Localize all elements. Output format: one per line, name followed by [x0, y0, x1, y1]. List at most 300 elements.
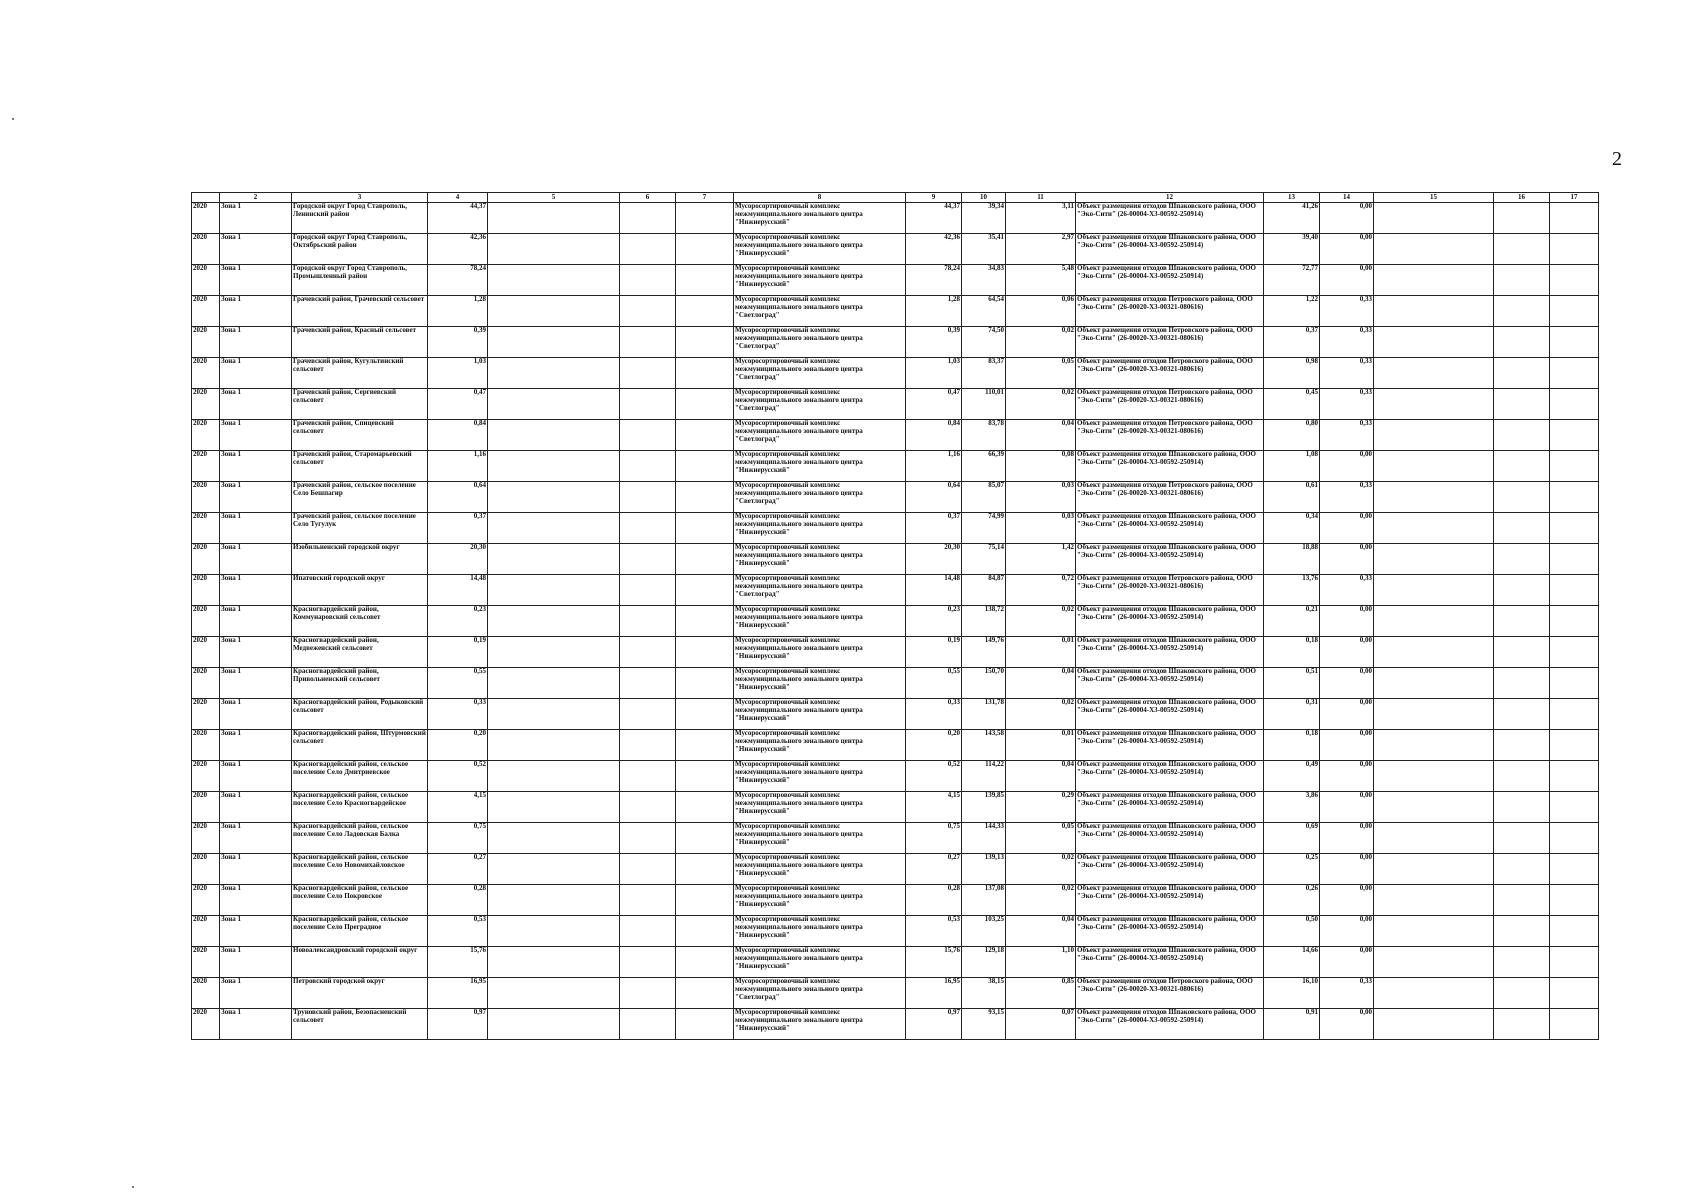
empty-cell: [488, 296, 620, 327]
disposal-site-cell: Объект размещения отходов Петровского района, ООО "Эко-Сити" (26-00020-Х3-00321-080616): [1076, 420, 1264, 451]
table-row: [192, 296, 1599, 327]
distance-cell: 93,15: [962, 1009, 1006, 1040]
recovered-volume-cell: 0,03: [1006, 513, 1076, 544]
empty-cell: [488, 575, 620, 606]
sorted-volume-cell: 0,47: [906, 389, 962, 420]
empty-cell: [1550, 730, 1599, 761]
empty-cell: [620, 854, 676, 885]
table-row: [192, 978, 1599, 1009]
empty-cell: [1494, 420, 1550, 451]
empty-cell: [620, 606, 676, 637]
coefficient-cell: 0,33: [1320, 978, 1374, 1009]
sorted-volume-cell: 0,37: [906, 513, 962, 544]
column-header: 13: [1264, 193, 1320, 203]
column-header: 3: [292, 193, 428, 203]
zone-cell: Зона 1: [220, 203, 292, 234]
empty-cell: [1550, 420, 1599, 451]
disposal-site-cell: Объект размещения отходов Шпаковского района, ООО "Эко-Сити" (26-00004-Х3-00592-250914): [1076, 544, 1264, 575]
sorting-facility-cell: Мусоросортировочный комплекс межмуниципального зонального центра "Нижнерусский": [734, 1009, 906, 1040]
empty-cell: [1374, 792, 1494, 823]
empty-cell: [676, 668, 734, 699]
empty-cell: [1494, 854, 1550, 885]
sorting-facility-cell: Мусоросортировочный комплекс межмуниципального зонального центра "Светлоград": [734, 420, 906, 451]
disposal-site-cell: Объект размещения отходов Петровского района, ООО "Эко-Сити" (26-00020-Х3-00321-080616): [1076, 482, 1264, 513]
coefficient-cell: 0,00: [1320, 699, 1374, 730]
recovered-volume-cell: 0,01: [1006, 637, 1076, 668]
year-cell: 2020: [192, 606, 220, 637]
table-row: [192, 389, 1599, 420]
sorted-volume-cell: 44,37: [906, 203, 962, 234]
empty-cell: [488, 606, 620, 637]
year-cell: 2020: [192, 482, 220, 513]
table-row: [192, 234, 1599, 265]
disposal-site-cell: Объект размещения отходов Шпаковского района, ООО "Эко-Сити" (26-00004-Х3-00592-250914): [1076, 947, 1264, 978]
empty-cell: [1550, 854, 1599, 885]
empty-cell: [676, 1009, 734, 1040]
empty-cell: [1374, 916, 1494, 947]
recovered-volume-cell: 0,04: [1006, 420, 1076, 451]
waste-volume-cell: 14,48: [428, 575, 488, 606]
empty-cell: [1374, 234, 1494, 265]
coefficient-cell: 0,33: [1320, 296, 1374, 327]
waste-volume-cell: 0,55: [428, 668, 488, 699]
empty-cell: [1494, 327, 1550, 358]
empty-cell: [488, 947, 620, 978]
distance-cell: 149,76: [962, 637, 1006, 668]
municipality-cell: Красногвардейский район, Медвеженский сельсовет: [292, 637, 428, 668]
empty-cell: [488, 482, 620, 513]
table-row: [192, 637, 1599, 668]
disposal-site-cell: Объект размещения отходов Шпаковского района, ООО "Эко-Сити" (26-00004-Х3-00592-250914): [1076, 916, 1264, 947]
distance-cell: 139,13: [962, 854, 1006, 885]
sorting-facility-cell: Мусоросортировочный комплекс межмуниципального зонального центра "Нижнерусский": [734, 451, 906, 482]
disposal-site-cell: Объект размещения отходов Шпаковского района, ООО "Эко-Сити" (26-00004-Х3-00592-250914): [1076, 854, 1264, 885]
year-cell: 2020: [192, 947, 220, 978]
sorting-facility-cell: Мусоросортировочный комплекс межмуниципального зонального центра "Светлоград": [734, 327, 906, 358]
empty-cell: [488, 203, 620, 234]
empty-cell: [1550, 327, 1599, 358]
empty-cell: [620, 978, 676, 1009]
municipality-cell: Красногвардейский район, сельское поселение Село Покровское: [292, 885, 428, 916]
empty-cell: [620, 792, 676, 823]
empty-cell: [1550, 544, 1599, 575]
recovered-volume-cell: 1,42: [1006, 544, 1076, 575]
scan-speck: [12, 118, 14, 120]
disposed-volume-cell: 0,25: [1264, 854, 1320, 885]
waste-volume-cell: 0,97: [428, 1009, 488, 1040]
sorting-facility-cell: Мусоросортировочный комплекс межмуниципального зонального центра "Нижнерусский": [734, 792, 906, 823]
disposal-site-cell: Объект размещения отходов Петровского района, ООО "Эко-Сити" (26-00020-Х3-00321-080616): [1076, 327, 1264, 358]
empty-cell: [1494, 668, 1550, 699]
waste-flow-table: [191, 192, 1599, 1040]
waste-volume-cell: 20,30: [428, 544, 488, 575]
zone-cell: Зона 1: [220, 327, 292, 358]
recovered-volume-cell: 0,05: [1006, 358, 1076, 389]
sorted-volume-cell: 0,52: [906, 761, 962, 792]
empty-cell: [1374, 606, 1494, 637]
sorted-volume-cell: 0,19: [906, 637, 962, 668]
municipality-cell: Грачевский район, сельское поселение Село Тугулук: [292, 513, 428, 544]
empty-cell: [1374, 265, 1494, 296]
municipality-cell: Красногвардейский район, сельское поселение Село Красногвардейское: [292, 792, 428, 823]
waste-volume-cell: 0,28: [428, 885, 488, 916]
empty-cell: [1494, 513, 1550, 544]
empty-cell: [1374, 203, 1494, 234]
recovered-volume-cell: 0,03: [1006, 482, 1076, 513]
disposed-volume-cell: 41,26: [1264, 203, 1320, 234]
municipality-cell: Красногвардейский район, сельское поселение Село Преградное: [292, 916, 428, 947]
zone-cell: Зона 1: [220, 916, 292, 947]
waste-volume-cell: 0,19: [428, 637, 488, 668]
sorting-facility-cell: Мусоросортировочный комплекс межмуниципального зонального центра "Нижнерусский": [734, 823, 906, 854]
waste-volume-cell: 0,20: [428, 730, 488, 761]
empty-cell: [488, 730, 620, 761]
distance-cell: 110,01: [962, 389, 1006, 420]
year-cell: 2020: [192, 668, 220, 699]
disposed-volume-cell: 0,49: [1264, 761, 1320, 792]
empty-cell: [1550, 234, 1599, 265]
table-body: [192, 203, 1599, 1040]
disposed-volume-cell: 0,18: [1264, 730, 1320, 761]
empty-cell: [1494, 916, 1550, 947]
empty-cell: [620, 885, 676, 916]
sorting-facility-cell: Мусоросортировочный комплекс межмуниципального зонального центра "Нижнерусский": [734, 234, 906, 265]
empty-cell: [1494, 947, 1550, 978]
empty-cell: [1550, 358, 1599, 389]
distance-cell: 131,78: [962, 699, 1006, 730]
sorted-volume-cell: 1,16: [906, 451, 962, 482]
distance-cell: 74,99: [962, 513, 1006, 544]
coefficient-cell: 0,00: [1320, 823, 1374, 854]
disposal-site-cell: Объект размещения отходов Шпаковского района, ООО "Эко-Сити" (26-00004-Х3-00592-250914): [1076, 699, 1264, 730]
empty-cell: [1494, 482, 1550, 513]
year-cell: 2020: [192, 978, 220, 1009]
sorting-facility-cell: Мусоросортировочный комплекс межмуниципального зонального центра "Светлоград": [734, 978, 906, 1009]
recovered-volume-cell: 0,02: [1006, 327, 1076, 358]
empty-cell: [1374, 1009, 1494, 1040]
municipality-cell: Грачевский район, Грачевский сельсовет: [292, 296, 428, 327]
empty-cell: [1374, 699, 1494, 730]
disposal-site-cell: Объект размещения отходов Петровского района, ООО "Эко-Сити" (26-00020-Х3-00321-080616): [1076, 296, 1264, 327]
empty-cell: [620, 575, 676, 606]
sorted-volume-cell: 20,30: [906, 544, 962, 575]
empty-cell: [1550, 637, 1599, 668]
empty-cell: [488, 978, 620, 1009]
table-row: [192, 575, 1599, 606]
year-cell: 2020: [192, 544, 220, 575]
sorted-volume-cell: 0,97: [906, 1009, 962, 1040]
empty-cell: [1374, 420, 1494, 451]
disposal-site-cell: Объект размещения отходов Шпаковского района, ООО "Эко-Сити" (26-00004-Х3-00592-250914): [1076, 668, 1264, 699]
empty-cell: [1550, 606, 1599, 637]
column-header: 14: [1320, 193, 1374, 203]
table-row: [192, 761, 1599, 792]
table-row: [192, 513, 1599, 544]
sorting-facility-cell: Мусоросортировочный комплекс межмуниципального зонального центра "Нижнерусский": [734, 513, 906, 544]
recovered-volume-cell: 1,10: [1006, 947, 1076, 978]
sorted-volume-cell: 4,15: [906, 792, 962, 823]
empty-cell: [488, 1009, 620, 1040]
empty-cell: [1494, 203, 1550, 234]
table-row: [192, 916, 1599, 947]
empty-cell: [1494, 575, 1550, 606]
empty-cell: [1494, 265, 1550, 296]
empty-cell: [620, 916, 676, 947]
empty-cell: [1494, 606, 1550, 637]
disposed-volume-cell: 0,34: [1264, 513, 1320, 544]
sorting-facility-cell: Мусоросортировочный комплекс межмуниципального зонального центра "Нижнерусский": [734, 947, 906, 978]
empty-cell: [488, 854, 620, 885]
disposal-site-cell: Объект размещения отходов Петровского района, ООО "Эко-Сити" (26-00020-Х3-00321-080616): [1076, 978, 1264, 1009]
empty-cell: [488, 513, 620, 544]
recovered-volume-cell: 0,02: [1006, 699, 1076, 730]
column-header: 6: [620, 193, 676, 203]
year-cell: 2020: [192, 203, 220, 234]
empty-cell: [1550, 947, 1599, 978]
empty-cell: [1550, 916, 1599, 947]
year-cell: 2020: [192, 265, 220, 296]
recovered-volume-cell: 0,29: [1006, 792, 1076, 823]
zone-cell: Зона 1: [220, 575, 292, 606]
column-header: 11: [1006, 193, 1076, 203]
empty-cell: [1374, 637, 1494, 668]
column-header: 12: [1076, 193, 1264, 203]
disposal-site-cell: Объект размещения отходов Шпаковского района, ООО "Эко-Сити" (26-00004-Х3-00592-250914): [1076, 1009, 1264, 1040]
zone-cell: Зона 1: [220, 668, 292, 699]
year-cell: 2020: [192, 1009, 220, 1040]
coefficient-cell: 0,33: [1320, 358, 1374, 389]
empty-cell: [620, 296, 676, 327]
empty-cell: [488, 823, 620, 854]
empty-cell: [676, 854, 734, 885]
municipality-cell: Красногвардейский район, Коммунаровский сельсовет: [292, 606, 428, 637]
zone-cell: Зона 1: [220, 885, 292, 916]
sorting-facility-cell: Мусоросортировочный комплекс межмуниципального зонального центра "Нижнерусский": [734, 854, 906, 885]
empty-cell: [488, 916, 620, 947]
year-cell: 2020: [192, 854, 220, 885]
empty-cell: [488, 234, 620, 265]
distance-cell: 85,07: [962, 482, 1006, 513]
distance-cell: 74,50: [962, 327, 1006, 358]
zone-cell: Зона 1: [220, 358, 292, 389]
distance-cell: 35,41: [962, 234, 1006, 265]
distance-cell: 143,58: [962, 730, 1006, 761]
sorting-facility-cell: Мусоросортировочный комплекс межмуниципального зонального центра "Нижнерусский": [734, 544, 906, 575]
disposed-volume-cell: 1,22: [1264, 296, 1320, 327]
distance-cell: 139,85: [962, 792, 1006, 823]
municipality-cell: Петровский городской округ: [292, 978, 428, 1009]
sorted-volume-cell: 14,48: [906, 575, 962, 606]
empty-cell: [676, 792, 734, 823]
disposed-volume-cell: 39,40: [1264, 234, 1320, 265]
sorted-volume-cell: 0,28: [906, 885, 962, 916]
recovered-volume-cell: 0,02: [1006, 885, 1076, 916]
empty-cell: [1494, 792, 1550, 823]
sorting-facility-cell: Мусоросортировочный комплекс межмуниципального зонального центра "Нижнерусский": [734, 885, 906, 916]
empty-cell: [1374, 947, 1494, 978]
empty-cell: [676, 451, 734, 482]
disposal-site-cell: Объект размещения отходов Шпаковского района, ООО "Эко-Сити" (26-00004-Х3-00592-250914): [1076, 513, 1264, 544]
disposed-volume-cell: 0,80: [1264, 420, 1320, 451]
waste-volume-cell: 42,36: [428, 234, 488, 265]
recovered-volume-cell: 0,02: [1006, 854, 1076, 885]
coefficient-cell: 0,00: [1320, 637, 1374, 668]
sorting-facility-cell: Мусоросортировочный комплекс межмуниципального зонального центра "Светлоград": [734, 482, 906, 513]
recovered-volume-cell: 5,48: [1006, 265, 1076, 296]
empty-cell: [620, 1009, 676, 1040]
empty-cell: [620, 668, 676, 699]
municipality-cell: Грачевский район, Спицевский сельсовет: [292, 420, 428, 451]
distance-cell: 103,25: [962, 916, 1006, 947]
sorting-facility-cell: Мусоросортировочный комплекс межмуниципального зонального центра "Светлоград": [734, 296, 906, 327]
recovered-volume-cell: 0,04: [1006, 916, 1076, 947]
sorted-volume-cell: 42,36: [906, 234, 962, 265]
empty-cell: [676, 513, 734, 544]
coefficient-cell: 0,33: [1320, 327, 1374, 358]
disposal-site-cell: Объект размещения отходов Шпаковского района, ООО "Эко-Сити" (26-00004-Х3-00592-250914): [1076, 730, 1264, 761]
table-row: [192, 699, 1599, 730]
distance-cell: 137,08: [962, 885, 1006, 916]
coefficient-cell: 0,00: [1320, 544, 1374, 575]
disposal-site-cell: Объект размещения отходов Шпаковского района, ООО "Эко-Сити" (26-00004-Х3-00592-250914): [1076, 606, 1264, 637]
disposed-volume-cell: 0,45: [1264, 389, 1320, 420]
page-number: 2: [1612, 148, 1622, 170]
sorting-facility-cell: Мусоросортировочный комплекс межмуниципального зонального центра "Нижнерусский": [734, 916, 906, 947]
column-header: 5: [488, 193, 620, 203]
empty-cell: [488, 699, 620, 730]
sorting-facility-cell: Мусоросортировочный комплекс межмуниципального зонального центра "Светлоград": [734, 389, 906, 420]
disposed-volume-cell: 0,31: [1264, 699, 1320, 730]
empty-cell: [676, 420, 734, 451]
sorted-volume-cell: 78,24: [906, 265, 962, 296]
empty-cell: [620, 451, 676, 482]
sorted-volume-cell: 0,53: [906, 916, 962, 947]
empty-cell: [488, 327, 620, 358]
sorting-facility-cell: Мусоросортировочный комплекс межмуниципального зонального центра "Нижнерусский": [734, 265, 906, 296]
empty-cell: [620, 358, 676, 389]
year-cell: 2020: [192, 761, 220, 792]
sorted-volume-cell: 0,75: [906, 823, 962, 854]
coefficient-cell: 0,00: [1320, 451, 1374, 482]
empty-cell: [1550, 792, 1599, 823]
empty-cell: [1494, 358, 1550, 389]
table-row: [192, 730, 1599, 761]
distance-cell: 39,34: [962, 203, 1006, 234]
sorting-facility-cell: Мусоросортировочный комплекс межмуниципального зонального центра "Светлоград": [734, 358, 906, 389]
empty-cell: [1374, 513, 1494, 544]
sorting-facility-cell: Мусоросортировочный комплекс межмуниципального зонального центра "Нижнерусский": [734, 637, 906, 668]
coefficient-cell: 0,00: [1320, 854, 1374, 885]
disposed-volume-cell: 16,10: [1264, 978, 1320, 1009]
disposal-site-cell: Объект размещения отходов Шпаковского района, ООО "Эко-Сити" (26-00004-Х3-00592-250914): [1076, 451, 1264, 482]
empty-cell: [676, 823, 734, 854]
disposed-volume-cell: 13,76: [1264, 575, 1320, 606]
disposed-volume-cell: 0,98: [1264, 358, 1320, 389]
empty-cell: [620, 637, 676, 668]
empty-cell: [620, 389, 676, 420]
empty-cell: [1494, 637, 1550, 668]
coefficient-cell: 0,00: [1320, 792, 1374, 823]
column-header: 17: [1550, 193, 1599, 203]
coefficient-cell: 0,00: [1320, 916, 1374, 947]
empty-cell: [1374, 761, 1494, 792]
waste-volume-cell: 0,52: [428, 761, 488, 792]
recovered-volume-cell: 0,04: [1006, 668, 1076, 699]
year-cell: 2020: [192, 296, 220, 327]
sorted-volume-cell: 1,03: [906, 358, 962, 389]
column-header: 2: [220, 193, 292, 203]
distance-cell: 150,70: [962, 668, 1006, 699]
zone-cell: Зона 1: [220, 730, 292, 761]
empty-cell: [1494, 699, 1550, 730]
recovered-volume-cell: 3,11: [1006, 203, 1076, 234]
distance-cell: 114,22: [962, 761, 1006, 792]
coefficient-cell: 0,00: [1320, 885, 1374, 916]
year-cell: 2020: [192, 823, 220, 854]
coefficient-cell: 0,00: [1320, 265, 1374, 296]
sorting-facility-cell: Мусоросортировочный комплекс межмуниципального зонального центра "Нижнерусский": [734, 203, 906, 234]
distance-cell: 129,18: [962, 947, 1006, 978]
empty-cell: [676, 482, 734, 513]
table-row: [192, 265, 1599, 296]
empty-cell: [676, 916, 734, 947]
empty-cell: [1374, 730, 1494, 761]
empty-cell: [1494, 823, 1550, 854]
table-row: [192, 792, 1599, 823]
sorted-volume-cell: 15,76: [906, 947, 962, 978]
recovered-volume-cell: 0,01: [1006, 730, 1076, 761]
zone-cell: Зона 1: [220, 823, 292, 854]
empty-cell: [1494, 978, 1550, 1009]
waste-volume-cell: 0,39: [428, 327, 488, 358]
empty-cell: [1494, 296, 1550, 327]
empty-cell: [488, 265, 620, 296]
municipality-cell: Городской округ Город Ставрополь, Промышленный район: [292, 265, 428, 296]
disposed-volume-cell: 0,18: [1264, 637, 1320, 668]
disposed-volume-cell: 0,61: [1264, 482, 1320, 513]
empty-cell: [1374, 296, 1494, 327]
waste-volume-cell: 0,53: [428, 916, 488, 947]
sorting-facility-cell: Мусоросортировочный комплекс межмуниципального зонального центра "Нижнерусский": [734, 699, 906, 730]
zone-cell: Зона 1: [220, 761, 292, 792]
table-row: [192, 451, 1599, 482]
empty-cell: [1494, 389, 1550, 420]
sorting-facility-cell: Мусоросортировочный комплекс межмуниципального зонального центра "Нижнерусский": [734, 668, 906, 699]
empty-cell: [1374, 358, 1494, 389]
table-row: [192, 668, 1599, 699]
empty-cell: [676, 575, 734, 606]
waste-volume-cell: 1,16: [428, 451, 488, 482]
disposed-volume-cell: 0,26: [1264, 885, 1320, 916]
zone-cell: Зона 1: [220, 544, 292, 575]
recovered-volume-cell: 0,02: [1006, 389, 1076, 420]
municipality-cell: Изобильненский городской округ: [292, 544, 428, 575]
zone-cell: Зона 1: [220, 606, 292, 637]
empty-cell: [1494, 885, 1550, 916]
waste-volume-cell: 44,37: [428, 203, 488, 234]
sorted-volume-cell: 0,20: [906, 730, 962, 761]
scan-speck: [132, 1186, 134, 1188]
year-cell: 2020: [192, 451, 220, 482]
sorted-volume-cell: 0,27: [906, 854, 962, 885]
disposed-volume-cell: 0,91: [1264, 1009, 1320, 1040]
coefficient-cell: 0,00: [1320, 668, 1374, 699]
municipality-cell: Городской округ Город Ставрополь, Октябрьский район: [292, 234, 428, 265]
empty-cell: [1550, 296, 1599, 327]
empty-cell: [1374, 389, 1494, 420]
empty-cell: [1550, 699, 1599, 730]
empty-cell: [620, 544, 676, 575]
